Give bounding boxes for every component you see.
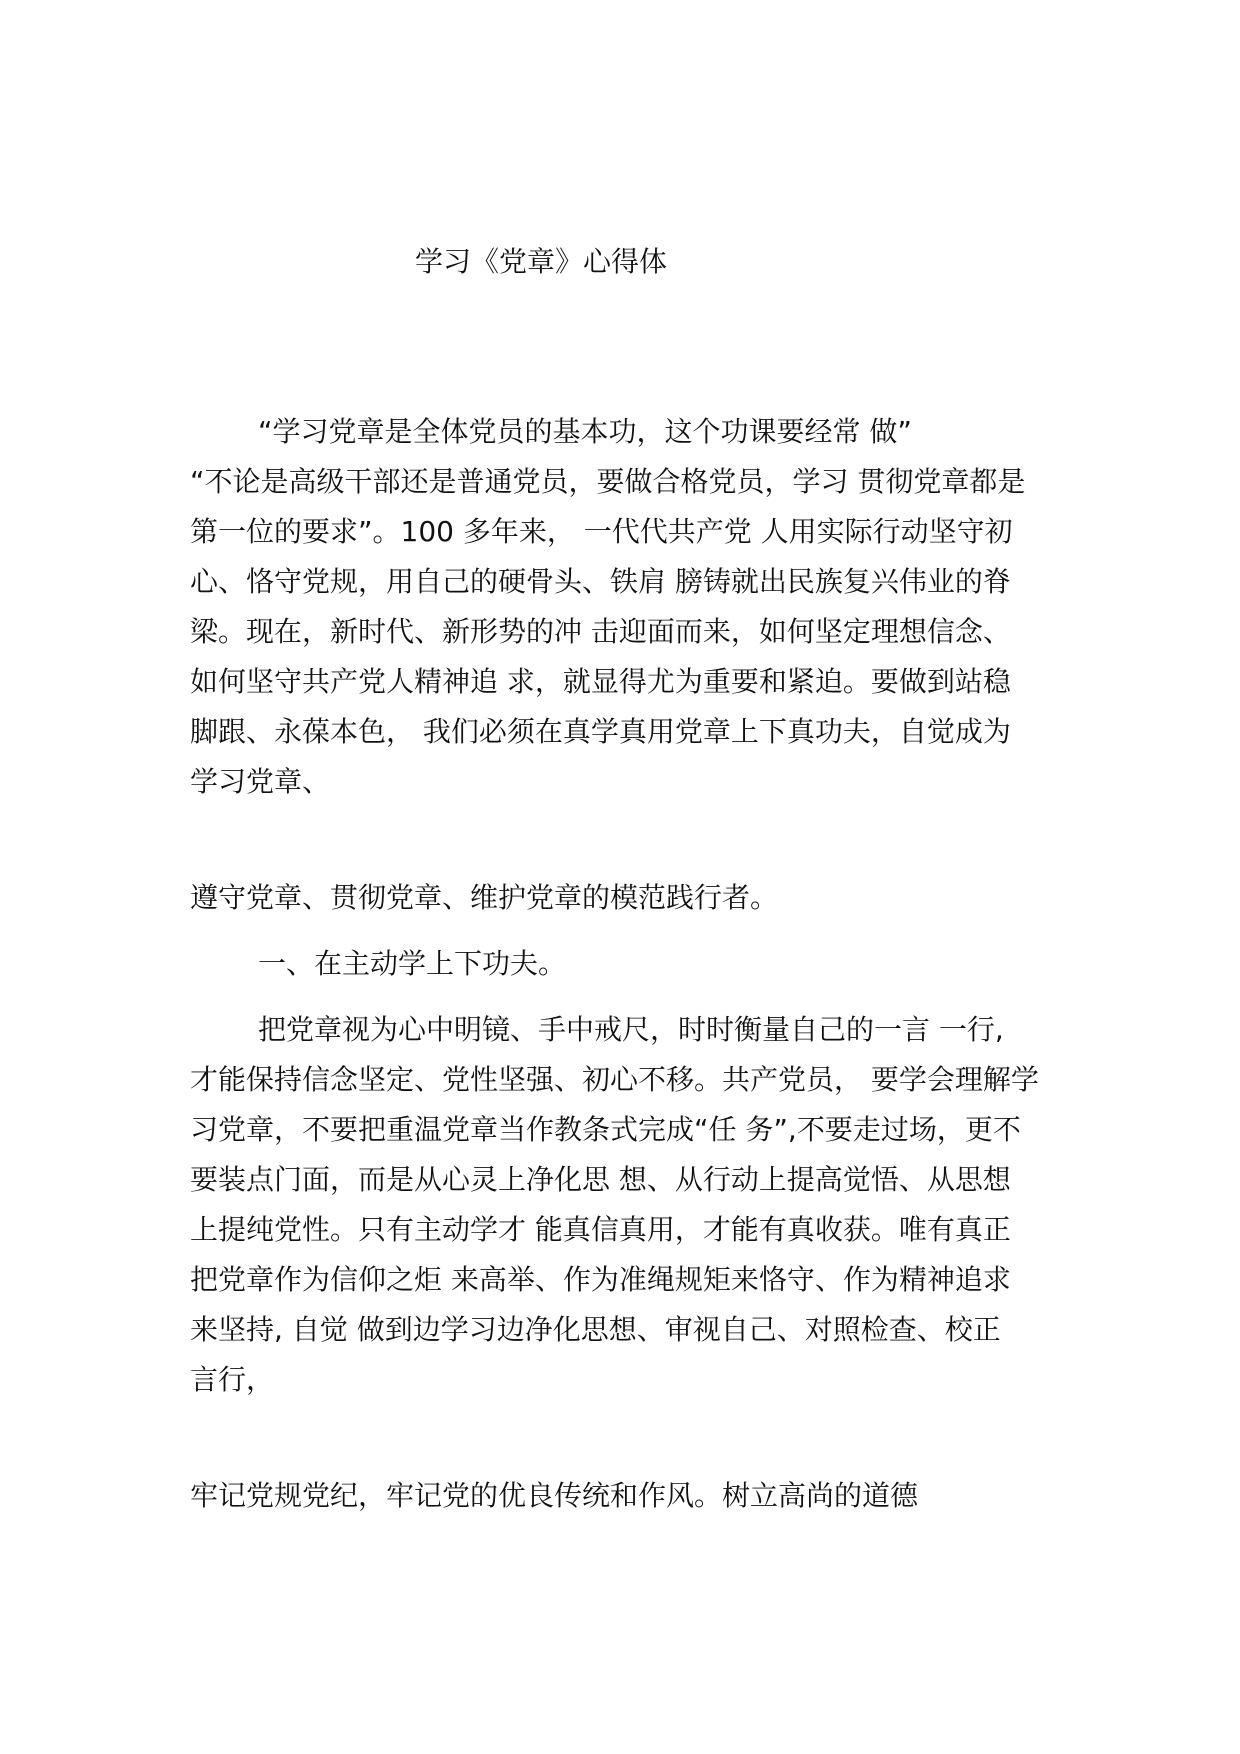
paragraph-line: 心、恪守党规，用自己的硬骨头、铁肩 膀铸就出民族复兴伟业的脊 — [190, 565, 1011, 598]
section-line: 才能保持信念坚定、党性坚强、初心不移。共产党员， 要学会理解学 — [190, 1063, 1039, 1096]
paragraph-line: 遵守党章、贯彻党章、维护党章的模范践行者。 — [190, 881, 779, 914]
paragraph-line: 如何坚守共产党人精神追 求，就显得尤为重要和紧迫。要做到站稳 — [190, 665, 1011, 698]
paragraph-line: 梁。现在，新时代、新形势的冲 击迎面而来，如何坚定理想信念、 — [190, 615, 1011, 648]
paragraph-line: “学习党章是全体党员的基本功，这个功课要经常 做” — [258, 415, 912, 448]
section-line: 上提纯党性。只有主动学才 能真信真用，才能有真收获。唯有真正 — [190, 1213, 1011, 1246]
paragraph-line: 脚跟、永葆本色， 我们必须在真学真用党章上下真功夫，自觉成为 — [190, 715, 1011, 748]
paragraph-line: 第一位的要求”。100 多年来， 一代代共产党 人用实际行动坚守初 — [190, 515, 1013, 548]
section-line: 言行， — [190, 1363, 275, 1396]
section-line: 把党章作为信仰之炬 来高举、作为准绳规矩来恪守、作为精神追求 — [190, 1263, 1011, 1296]
document-title: 学习《党章》心得体 — [415, 245, 668, 278]
section-heading: 一、在主动学上下功夫。 — [258, 947, 567, 980]
section-line: 把党章视为心中明镜、手中戒尺，时时衡量自己的一言 一行, — [258, 1013, 1004, 1046]
section-line: 要装点门面，而是从心灵上净化思 想、从行动上提高觉悟、从思想 — [190, 1163, 1011, 1196]
section-line: 来坚持, 自觉 做到边学习边净化思想、审视自己、对照检查、校正 — [190, 1313, 1001, 1346]
paragraph-line: 学习党章、 — [190, 765, 331, 798]
section-line: 习党章，不要把重温党章当作教条式完成“任 务”,不要走过场，更不 — [190, 1113, 1021, 1146]
paragraph-line: “不论是高级干部还是普通党员，要做合格党员，学习 贯彻党章都是 — [190, 465, 1026, 498]
section-line: 牢记党规党纪，牢记党的优良传统和作风。树立高尚的道德 — [190, 1479, 919, 1512]
